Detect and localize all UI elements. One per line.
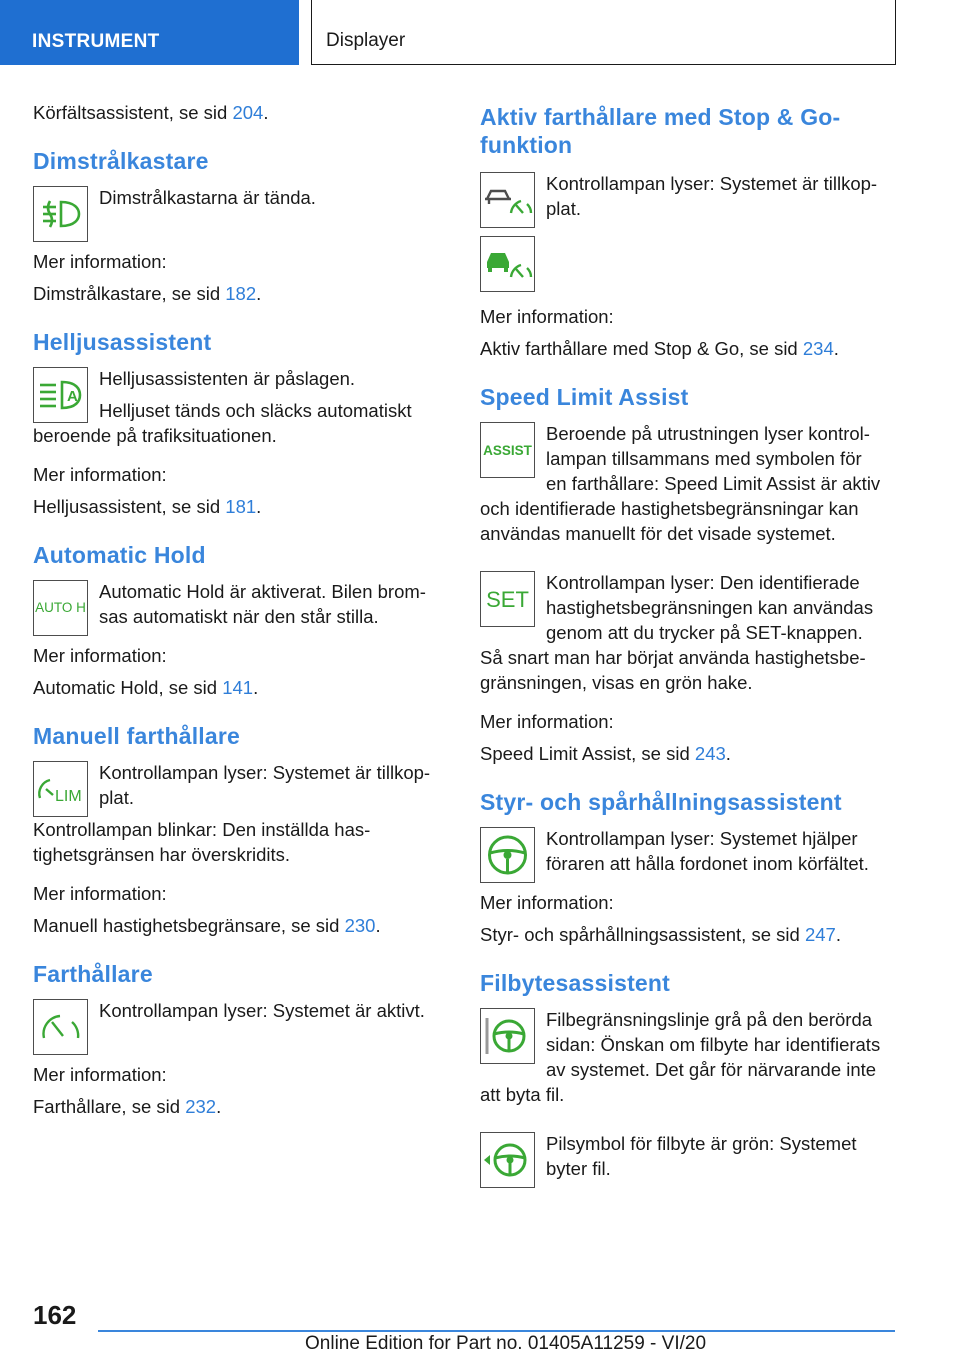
- entry-text: Kontrollampan lyser: Systemet är aktivt.: [99, 1000, 425, 1021]
- heading-automatic-hold: Automatic Hold: [33, 542, 206, 568]
- speed-limiter-icon: [33, 761, 88, 817]
- heading-farthallare: Farthållare: [33, 961, 153, 987]
- header-section-title: INSTRUMENT: [32, 31, 160, 52]
- footer-divider: [98, 1330, 895, 1332]
- more-info-label: Mer information:: [33, 464, 167, 485]
- entry-text: Dimstrålkastarna är tända.: [99, 187, 316, 208]
- entry-text-line: en farthållare: Speed Limit Assist är aktiv: [546, 473, 881, 494]
- more-info-label: Mer information:: [33, 251, 167, 272]
- entry-farthallare: [33, 998, 445, 1055]
- entry-speed-limit-assist: [480, 421, 896, 496]
- entry-text-line: användas manuellt för det visade systemet.: [480, 523, 836, 544]
- page-link-204[interactable]: 204: [232, 102, 264, 123]
- entry-text-line: Automatic Hold är aktiverat. Bilen brom‐: [99, 581, 426, 602]
- more-info-reference: Manuell hastighetsbegränsare, se sid 230.: [33, 915, 381, 936]
- intro-reference: Körfältsassistent, se sid 204.: [33, 102, 269, 123]
- page-link-247[interactable]: 247: [804, 924, 836, 945]
- page-link-234[interactable]: 234: [802, 338, 834, 359]
- entry-text-line: Helljuset tänds och släcks automatiskt: [99, 400, 412, 421]
- page-link-141[interactable]: 141: [222, 677, 254, 698]
- more-info-label: Mer information:: [33, 645, 167, 666]
- entry-filbyte-gray: [480, 1007, 896, 1082]
- entry-text-line: föraren att hålla fordonet inom körfältet.: [546, 853, 869, 874]
- more-info-reference: Farthållare, se sid 232.: [33, 1096, 222, 1117]
- lane-change-blocked-icon: [480, 1008, 535, 1064]
- assist-icon: [480, 422, 535, 478]
- more-info-label: Mer information:: [33, 883, 167, 904]
- page-link-182[interactable]: 182: [225, 283, 257, 304]
- heading-filbytesassistent: Filbytesassistent: [480, 970, 671, 996]
- header-section-tab: [0, 0, 299, 65]
- cruise-control-icon: [33, 999, 88, 1055]
- entry-text-line: byter fil.: [546, 1158, 611, 1179]
- entry-text-line: Kontrollampan lyser: Systemet hjälper: [546, 828, 858, 849]
- auto-hold-icon: [33, 580, 88, 636]
- heading-dimstralkastare: Dimstrålkastare: [33, 148, 209, 174]
- entry-text-line: plat.: [546, 198, 581, 219]
- entry-text-line: tighetsgränsen har överskridits.: [33, 844, 291, 865]
- heading-speed-limit-assist: Speed Limit Assist: [480, 384, 689, 410]
- page-link-181[interactable]: 181: [225, 496, 257, 517]
- speed-limiter-icon-label: LIM: [55, 788, 82, 805]
- more-info-label: Mer information:: [480, 306, 614, 327]
- heading-aktiv-farthallare: Aktiv farthållare med Stop & Go- funktion: [480, 104, 841, 158]
- more-info-label: Mer information:: [480, 711, 614, 732]
- entry-dimstralkastare: [33, 185, 445, 242]
- entry-text-line: och identifierade hastighetsbegränsningar kan: [480, 498, 859, 519]
- active-cruise-control-vehicle-icon: [480, 236, 535, 292]
- entry-helljusassistent: [33, 366, 445, 455]
- entry-text: Helljusassistenten är påslagen.: [99, 368, 356, 389]
- entry-speed-limit-set: [480, 570, 896, 645]
- assist-icon-label: ASSIST: [483, 443, 532, 458]
- entry-text-line: av systemet. Det går för närvarande inte: [546, 1059, 877, 1080]
- header-chapter-title: Displayer: [326, 30, 406, 51]
- entry-text-line: hastighetsbegränsningen kan användas: [546, 597, 874, 618]
- footer-edition: Online Edition for Part no. 01405A11259 - VI/20: [305, 1333, 707, 1354]
- page-link-230[interactable]: 230: [344, 915, 376, 936]
- entry-text-line: Kontrollampan blinkar: Den inställda has‐: [33, 819, 371, 840]
- entry-text-line: Beroende på utrustningen lyser kontrol‐: [546, 423, 870, 444]
- entry-text-line: Kontrollampan lyser: Systemet är tillkop‐: [99, 762, 431, 783]
- more-info-reference: Speed Limit Assist, se sid 243.: [480, 743, 731, 764]
- more-info-reference: Helljusassistent, se sid 181.: [33, 496, 262, 517]
- more-info-reference: Automatic Hold, se sid 141.: [33, 677, 259, 698]
- entry-aktiv-farthallare: [480, 171, 896, 228]
- entry-text-line: sas automatiskt när den står stilla.: [99, 606, 379, 627]
- entry-text-line: Kontrollampan lyser: Systemet är tillkop‐: [546, 173, 878, 194]
- entry-text-line: lampan tillsammans med symbolen för: [546, 448, 862, 469]
- page-link-243[interactable]: 243: [694, 743, 726, 764]
- more-info-label: Mer information:: [480, 892, 614, 913]
- steering-wheel-icon: [480, 827, 535, 883]
- entry-text-line: Pilsymbol för filbyte är grön: Systemet: [546, 1133, 857, 1154]
- page-link-232[interactable]: 232: [185, 1096, 217, 1117]
- left-column: [33, 100, 445, 1126]
- more-info-reference: Aktiv farthållare med Stop & Go, se sid 234.: [480, 338, 839, 359]
- entry-text-line: genom att du trycker på SET-knappen.: [546, 622, 863, 643]
- entry-text-line: Filbegränsningslinje grå på den berörda: [546, 1009, 873, 1030]
- entry-text-line: att byta fil.: [480, 1084, 565, 1105]
- entry-text-line: beroende på trafiksituationen.: [33, 425, 277, 446]
- set-icon: [480, 571, 535, 627]
- active-cruise-control-icon: [480, 172, 535, 228]
- page-number: 162: [33, 1300, 77, 1330]
- entry-styr-assistent: [480, 826, 896, 883]
- heading-styr-och-sparhallningsassistent: Styr- och spårhållningsassistent: [480, 789, 842, 815]
- right-column: [480, 100, 896, 1195]
- entry-text-line: gränsningen, visas en grön hake.: [480, 672, 753, 693]
- entry-manuell-farthallare: [33, 760, 445, 842]
- heading-manuell-farthallare: Manuell farthållare: [33, 723, 241, 749]
- more-info-reference: Styr- och spårhållningsassistent, se sid 247.: [480, 924, 841, 945]
- entry-aktiv-farthallare-filled: [480, 235, 896, 292]
- more-info-reference: Dimstrålkastare, se sid 182.: [33, 283, 262, 304]
- entry-text-line: Så snart man har börjat använda hastighetsbe‐: [480, 647, 866, 668]
- fog-light-icon: [33, 186, 88, 242]
- entry-automatic-hold: [33, 579, 445, 636]
- auto-hold-icon-label: AUTO H: [35, 600, 86, 615]
- entry-filbyte-green: [480, 1131, 896, 1188]
- header-chapter-box: [311, 0, 896, 65]
- entry-text-line: plat.: [99, 787, 134, 808]
- set-icon-label: SET: [486, 587, 529, 612]
- more-info-label: Mer information:: [33, 1064, 167, 1085]
- svg-text:A: A: [67, 388, 78, 405]
- high-beam-assist-icon: [33, 367, 88, 423]
- entry-text-line: sidan: Önskan om filbyte har identifierats: [546, 1034, 881, 1055]
- entry-text-line: Kontrollampan lyser: Den identifierade: [546, 572, 860, 593]
- lane-change-arrow-icon: [480, 1132, 535, 1188]
- heading-helljusassistent: Helljusassistent: [33, 329, 212, 355]
